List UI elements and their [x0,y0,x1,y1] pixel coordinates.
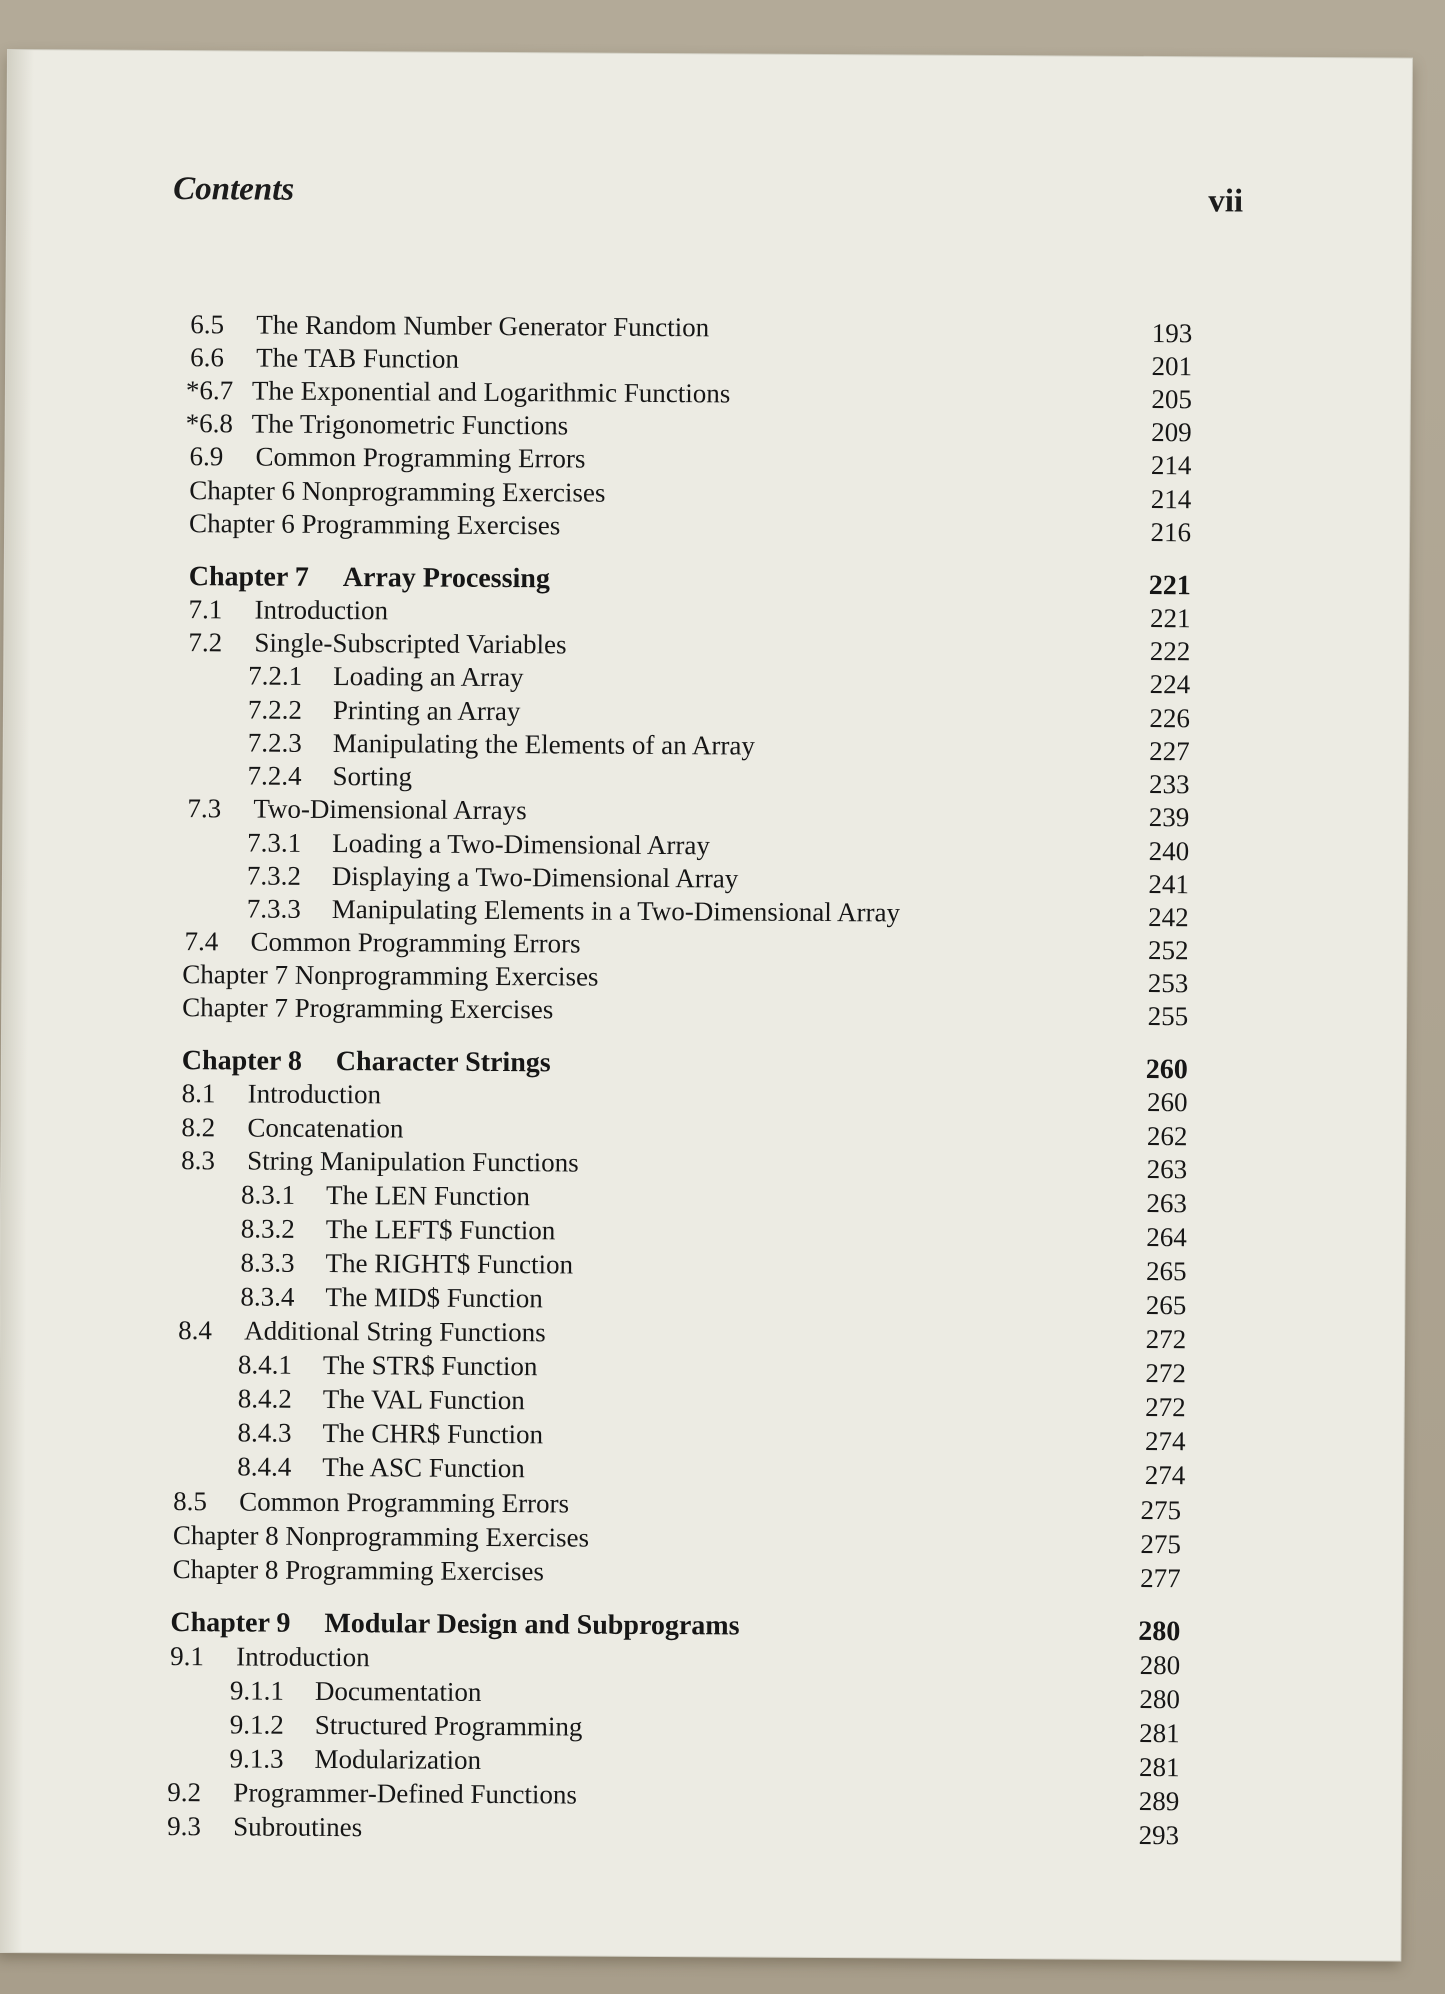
toc-entry-page-number: 275 [1140,1494,1182,1526]
toc-entry-page-number: 262 [1146,1120,1188,1152]
toc-entry-number: 9.2 [167,1777,202,1808]
toc-entry-number: 8.3.1 [240,1179,296,1210]
toc-entry-title: Sorting [332,760,413,792]
toc-row [177,1451,1186,1491]
toc-entry-title: Structured Programming [314,1709,583,1742]
toc-entry-title: The Random Number Generator Function [256,309,710,343]
toc-entry-title: Manipulating Elements in a Two-Dimensional Array [331,893,901,928]
toc-entry-number: 6.9 [189,441,224,472]
toc-entry-page-number: 281 [1138,1751,1180,1783]
toc-entry-page-number: 214 [1150,449,1192,481]
toc-entry-number: 7.3 [187,793,222,824]
toc-entry-page-number: 226 [1149,702,1191,734]
running-head-page-number: vii [1208,183,1244,220]
toc-entry-number: 7.2.4 [247,760,302,791]
toc-entry-title: Printing an Array [332,694,521,727]
toc-entry-number: 8.4.4 [237,1451,292,1482]
toc-entry-page-number: 281 [1139,1717,1180,1749]
toc-entry-page-number: 275 [1140,1528,1181,1560]
toc-entry-number: *6.8 [185,408,234,439]
toc-entry-page-number: 280 [1138,1615,1181,1648]
toc-entry-title: Array Processing [342,562,550,595]
toc-entry-title: Character Strings [335,1046,551,1079]
toc-entry-page-number: 222 [1149,635,1191,667]
toc-entry-title: String Manipulation Functions [247,1145,579,1178]
toc-entry-page-number: 263 [1146,1153,1188,1185]
toc-entry-page-number: 289 [1138,1785,1180,1817]
toc-entry-title: The MID$ Function [325,1281,543,1314]
toc-entry-title: Common Programming Errors [255,441,586,474]
toc-entry-title: The LEN Function [325,1179,531,1212]
toc-entry-title: Chapter 6 Nonprogramming Exercises [189,475,606,508]
toc-entry-title: The TAB Function [256,342,460,374]
toc-entry-number: 8.1 [181,1078,216,1109]
toc-entry-number: 9.1 [170,1641,205,1672]
toc-entry-page-number: 263 [1146,1187,1188,1219]
toc-row [172,1554,1181,1594]
toc-entry-page-number: 205 [1151,383,1192,415]
toc-entry-page-number: 280 [1139,1683,1181,1715]
toc-row [189,508,1192,548]
toc-entry-page-number: 214 [1150,483,1192,515]
toc-entry-number: 8.2 [181,1112,216,1143]
toc-entry-title: Additional String Functions [244,1315,546,1348]
toc-entry-page-number: 201 [1151,350,1193,382]
toc-entry-page-number: 293 [1138,1819,1180,1851]
toc-entry-title: Introduction [236,1641,370,1673]
toc-entry-title: Documentation [314,1675,482,1707]
toc-entry-number: 8.4.3 [237,1417,292,1448]
toc-entry-page-number: 260 [1145,1053,1188,1086]
toc-entry-page-number: 272 [1145,1323,1187,1355]
toc-entry-number: 7.3.2 [246,860,302,891]
toc-entry-title: The RIGHT$ Function [325,1247,574,1280]
toc-entry-page-number: 233 [1148,768,1190,800]
toc-entry-title: The Trigonometric Functions [251,408,569,441]
toc-row [167,1811,1180,1851]
toc-entry-number: 6.5 [190,309,225,340]
toc-entry-number: Chapter 8 [181,1045,302,1077]
toc-entry-number: 8.3.3 [240,1247,295,1278]
toc-entry-page-number: 216 [1150,516,1192,548]
toc-entry-number: 7.4 [184,926,219,957]
toc-entry-page-number: 260 [1147,1086,1188,1118]
toc-entry-page-number: 252 [1147,934,1189,966]
toc-entry-page-number: 209 [1151,416,1192,448]
toc-entry-title: Chapter 8 Nonprogramming Exercises [172,1520,590,1553]
toc-entry-page-number: 240 [1148,835,1190,867]
toc-entry-title: Chapter 6 Programming Exercises [189,508,561,541]
toc-entry-title: Chapter 8 Programming Exercises [172,1554,544,1587]
toc-entry-title: Modular Design and Subprograms [324,1607,740,1642]
table-of-contents [0,50,1412,1961]
toc-entry-page-number: 274 [1144,1459,1186,1491]
running-head-title: Contents [173,171,295,208]
toc-entry-number: 9.3 [167,1811,201,1842]
toc-entry-page-number: 265 [1145,1255,1187,1287]
toc-entry-title: Single-Subscripted Variables [254,627,567,660]
toc-entry-title: Chapter 7 Nonprogramming Exercises [182,959,599,992]
toc-entry-number: 8.3.2 [240,1213,295,1244]
toc-entry-title: The CHR$ Function [322,1417,544,1450]
toc-entry-number: 8.3 [181,1145,216,1176]
toc-entry-page-number: 242 [1148,901,1189,933]
toc-entry-title: Common Programming Errors [250,926,581,959]
toc-entry-title: Modularization [314,1743,482,1775]
toc-entry-number: *6.7 [185,375,234,406]
toc-entry-number: 7.1 [188,594,223,625]
toc-entry-title: Common Programming Errors [239,1486,570,1519]
toc-entry-title: The VAL Function [322,1383,525,1416]
toc-entry-number: 8.4.1 [237,1349,293,1380]
toc-entry-page-number: 272 [1145,1357,1187,1389]
toc-entry-title: Manipulating the Elements of an Array [332,727,755,761]
toc-entry-number: 7.3.3 [246,893,301,924]
toc-entry-page-number: 255 [1147,1000,1189,1032]
toc-entry-number: 7.2.2 [247,694,303,725]
toc-entry-title: Two-Dimensional Arrays [253,793,527,826]
toc-entry-number: 6.6 [190,342,224,373]
toc-entry-title: Introduction [254,594,389,626]
toc-entry-number: 8.4.2 [237,1383,292,1414]
toc-entry-number: 9.1.2 [229,1709,284,1740]
toc-entry-page-number: 277 [1140,1562,1181,1594]
toc-entry-title: The ASC Function [322,1451,525,1484]
toc-entry-title: Loading a Two-Dimensional Array [332,827,711,861]
toc-entry-page-number: 239 [1148,801,1190,833]
toc-entry-number: Chapter 9 [170,1607,291,1639]
toc-entry-title: Introduction [247,1078,382,1110]
toc-entry-title: Subroutines [233,1811,363,1843]
toc-entry-page-number: 264 [1146,1221,1187,1253]
toc-entry-page-number: 265 [1145,1289,1187,1321]
toc-entry-title: The STR$ Function [322,1349,538,1382]
toc-entry-number: 8.3.4 [240,1281,295,1312]
toc-entry-title: Chapter 7 Programming Exercises [182,992,554,1025]
toc-entry-page-number: 224 [1149,668,1191,700]
toc-entry-title: Programmer-Defined Functions [233,1777,578,1810]
toc-entry-page-number: 221 [1149,602,1191,634]
toc-entry-title: Concatenation [247,1112,404,1144]
toc-entry-number: 9.1.1 [229,1675,285,1706]
toc-entry-number: 7.2 [188,627,223,658]
toc-entry-number: 8.4 [178,1315,213,1346]
toc-entry-number: 7.2.1 [248,660,303,691]
toc-entry-page-number: 272 [1145,1391,1186,1423]
toc-entry-page-number: 274 [1144,1425,1186,1457]
toc-row [182,992,1189,1032]
toc-entry-number: Chapter 7 [188,561,309,593]
toc-entry-page-number: 280 [1139,1649,1181,1681]
toc-entry-number: 8.5 [173,1486,207,1517]
toc-entry-page-number: 241 [1148,868,1190,900]
toc-entry-page-number: 227 [1149,735,1190,767]
toc-entry-title: The Exponential and Logarithmic Functions [251,375,731,409]
toc-entry-page-number: 193 [1151,317,1193,349]
toc-entry-title: Loading an Array [333,660,524,693]
toc-entry-title: Displaying a Two-Dimensional Array [331,860,739,894]
toc-entry-number: 7.2.3 [247,727,302,758]
toc-entry-page-number: 253 [1147,967,1189,999]
toc-entry-page-number: 221 [1148,569,1191,602]
toc-entry-number: 7.3.1 [247,827,302,858]
book-page [0,50,1412,1961]
toc-entry-number: 9.1.3 [229,1743,284,1774]
toc-entry-title: The LEFT$ Function [325,1213,556,1246]
